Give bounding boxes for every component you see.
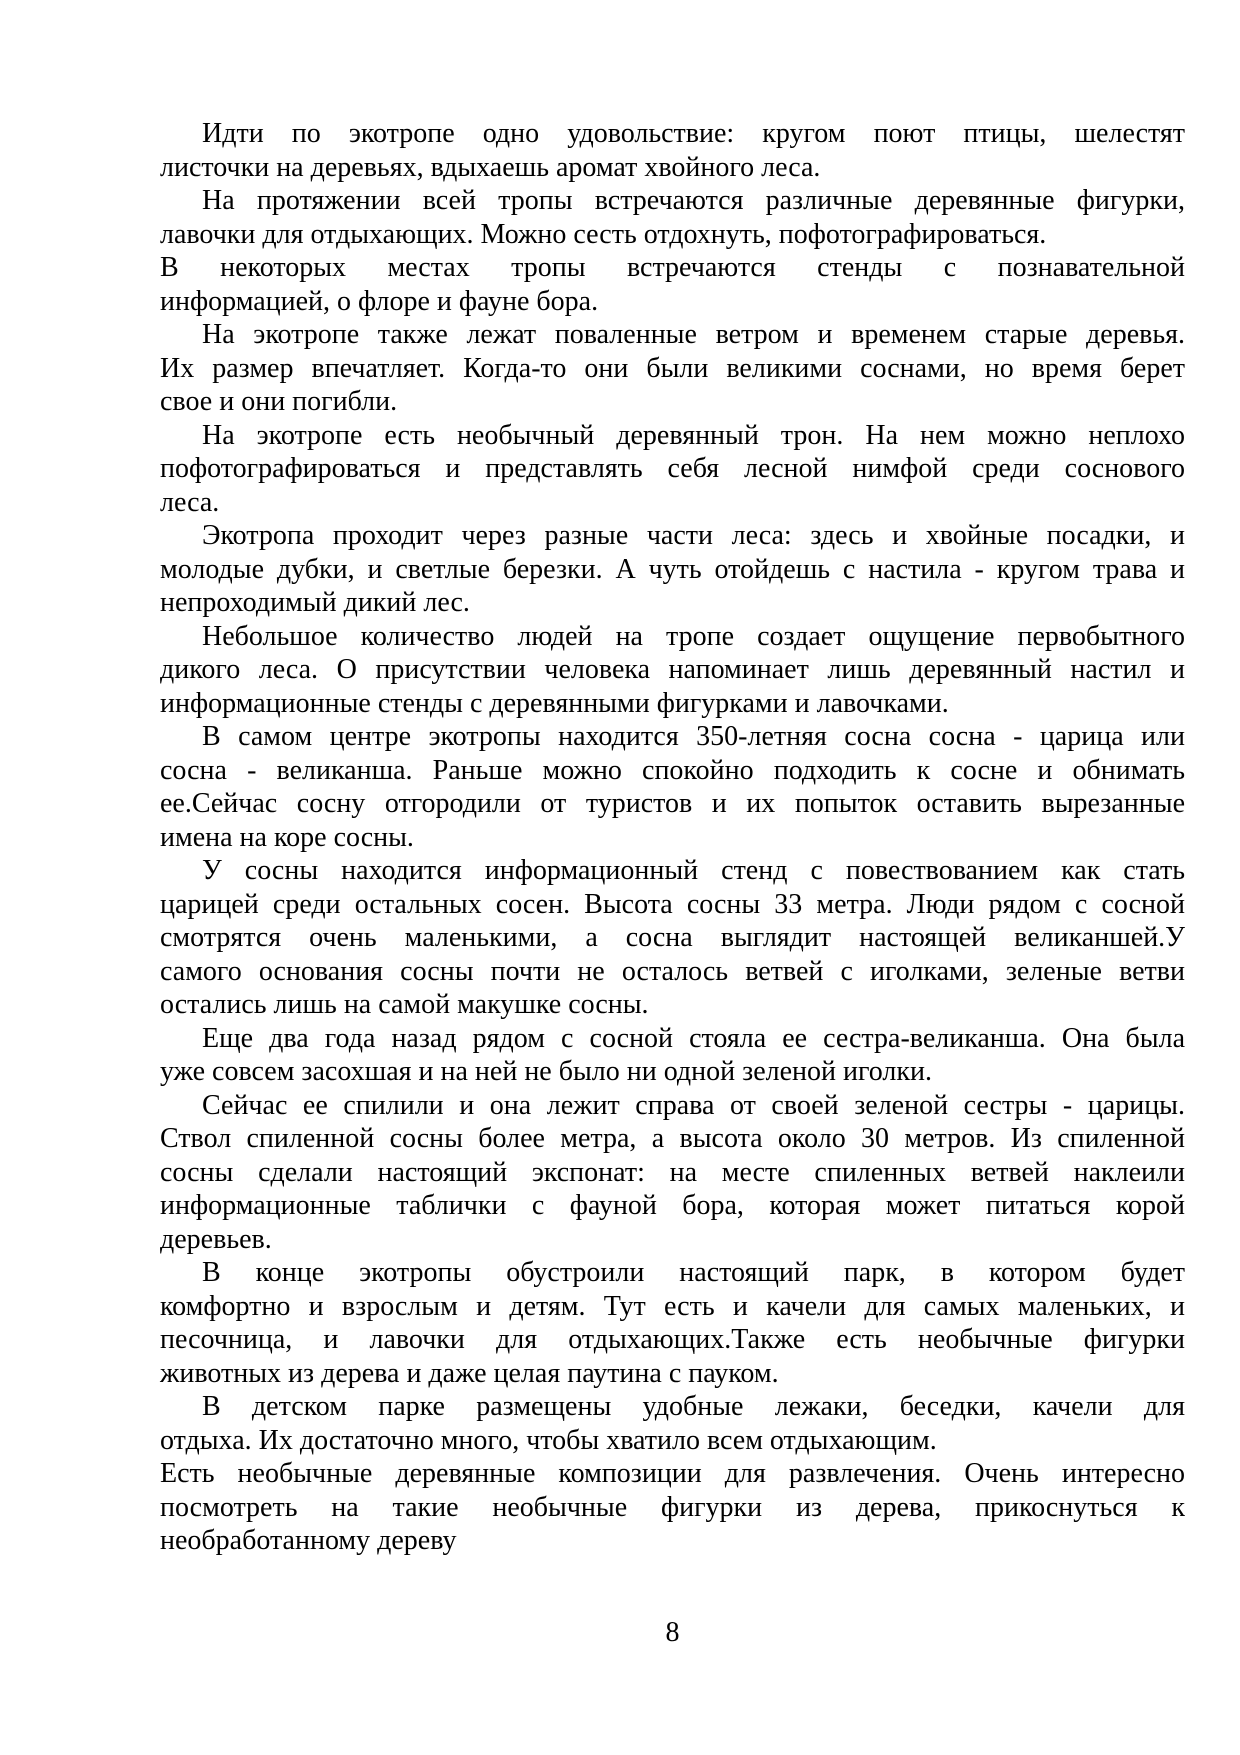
paragraph	[160, 620, 1185, 721]
text-body	[160, 117, 1185, 1558]
text-line: В самом центре экотропы находится 350-летняя сосна сосна - царица или	[202, 721, 1185, 752]
text-line: сосны сделали настоящий экспонат: на месте спиленных ветвей наклеили	[160, 1156, 1185, 1188]
paragraph	[160, 854, 1185, 1022]
paragraph	[160, 1390, 1185, 1457]
text-line: песочница, и лавочки для отдыхающих.Также есть необычные фигурки	[160, 1324, 1185, 1355]
text-line: молодые дубки, и светлые березки. А чуть отойдешь с настила - кругом трава и	[160, 553, 1185, 585]
text-line: отдыха. Их достаточно много, чтобы хватило всем отдыхающим.	[160, 1424, 937, 1456]
text-line: информацией, о флоре и фауне бора.	[160, 285, 599, 317]
text-line: остались лишь на самой макушке сосны.	[160, 989, 649, 1020]
paragraph	[160, 251, 1185, 318]
text-line: Их размер впечатляет. Когда-то они были великими соснами, но время берет	[160, 352, 1185, 384]
text-line: Ствол спиленной сосны более метра, а высота около 30 метров. Из спиленной	[160, 1123, 1185, 1154]
text-line: информационные таблички с фауной бора, которая может питаться корой	[160, 1190, 1185, 1221]
text-line: Сейчас ее спилили и она лежит справа от своей зеленой сестры - царицы.	[202, 1089, 1185, 1121]
text-line: непроходимый дикий лес.	[160, 587, 470, 618]
paragraph	[160, 1089, 1185, 1257]
text-line: деревьев.	[160, 1223, 272, 1255]
text-line: дикого леса. О присутствии человека напоминает лишь деревянный настил и	[160, 654, 1185, 685]
paragraph	[160, 720, 1185, 854]
text-line: лавочки для отдыхающих. Можно сесть отдохнуть, пофотографироваться.	[160, 218, 1047, 250]
text-line: сосна - великанша. Раньше можно спокойно подходить к сосне и обнимать	[160, 754, 1185, 786]
text-line: имена на коре сосны.	[160, 821, 414, 853]
text-line: В некоторых местах тропы встречаются стенды с познавательной	[160, 252, 1185, 283]
text-line: посмотреть на такие необычные фигурки из дерева, прикоснуться к	[160, 1491, 1185, 1523]
paragraph	[160, 419, 1185, 520]
text-line: уже совсем засохшая и на ней не было ни одной зеленой иголки.	[160, 1056, 932, 1087]
text-line: В конце экотропы обустроили настоящий парк, в котором будет	[202, 1257, 1185, 1288]
text-line: Небольшое количество людей на тропе создает ощущение первобытного	[202, 620, 1185, 652]
paragraph	[160, 519, 1185, 620]
text-line: леса.	[160, 486, 220, 518]
paragraph	[160, 1256, 1185, 1390]
text-line: Еще два года назад рядом с сосной стояла ее сестра-великанша. Она была	[202, 1022, 1185, 1054]
paragraph	[160, 184, 1185, 251]
text-line: На экотропе также лежат поваленные ветром и временем старые деревья.	[202, 319, 1185, 350]
text-line: На экотропе есть необычный деревянный трон. На нем можно неплохо	[202, 419, 1185, 451]
text-line: В детском парке размещены удобные лежаки, беседки, качели для	[202, 1391, 1185, 1422]
text-line: животных из дерева и даже целая паутина с пауком.	[160, 1357, 779, 1389]
text-line: самого основания сосны почти не осталось ветвей с иголками, зеленые ветви	[160, 955, 1185, 987]
page-footer	[160, 1616, 1185, 1650]
text-line: У сосны находится информационный стенд с повествованием как стать	[202, 855, 1185, 886]
paragraph	[160, 1022, 1185, 1089]
text-line: Экотропа проходит через разные части леса: здесь и хвойные посадки, и	[202, 520, 1185, 551]
text-line: листочки на деревьях, вдыхаешь аромат хвойного леса.	[160, 151, 821, 183]
page-number: 8	[665, 1617, 680, 1648]
paragraph	[160, 318, 1185, 419]
text-line: свое и они погибли.	[160, 386, 398, 417]
text-line: информационные стенды с деревянными фигурками и лавочками.	[160, 687, 949, 719]
paragraph	[160, 1457, 1185, 1558]
text-line: царицей среди остальных сосен. Высота сосны 33 метра. Люди рядом с сосной	[160, 888, 1185, 920]
text-line: необработанному дереву	[160, 1525, 457, 1556]
paragraph	[160, 117, 1185, 184]
text-line: пофотографироваться и представлять себя лесной нимфой среди соснового	[160, 453, 1185, 484]
text-line: ее.Сейчас сосну отгородили от туристов и их попыток оставить вырезанные	[160, 788, 1185, 819]
text-line: Идти по экотропе одно удовольствие: кругом поют птицы, шелестят	[202, 118, 1185, 149]
text-line: комфортно и взрослым и детям. Тут есть и качели для самых маленьких, и	[160, 1290, 1185, 1322]
text-line: смотрятся очень маленькими, а сосна выглядит настоящей великаншей.У	[160, 922, 1185, 953]
text-line: На протяжении всей тропы встречаются различные деревянные фигурки,	[202, 185, 1185, 216]
text-line: Есть необычные деревянные композиции для развлечения. Очень интересно	[160, 1458, 1185, 1489]
